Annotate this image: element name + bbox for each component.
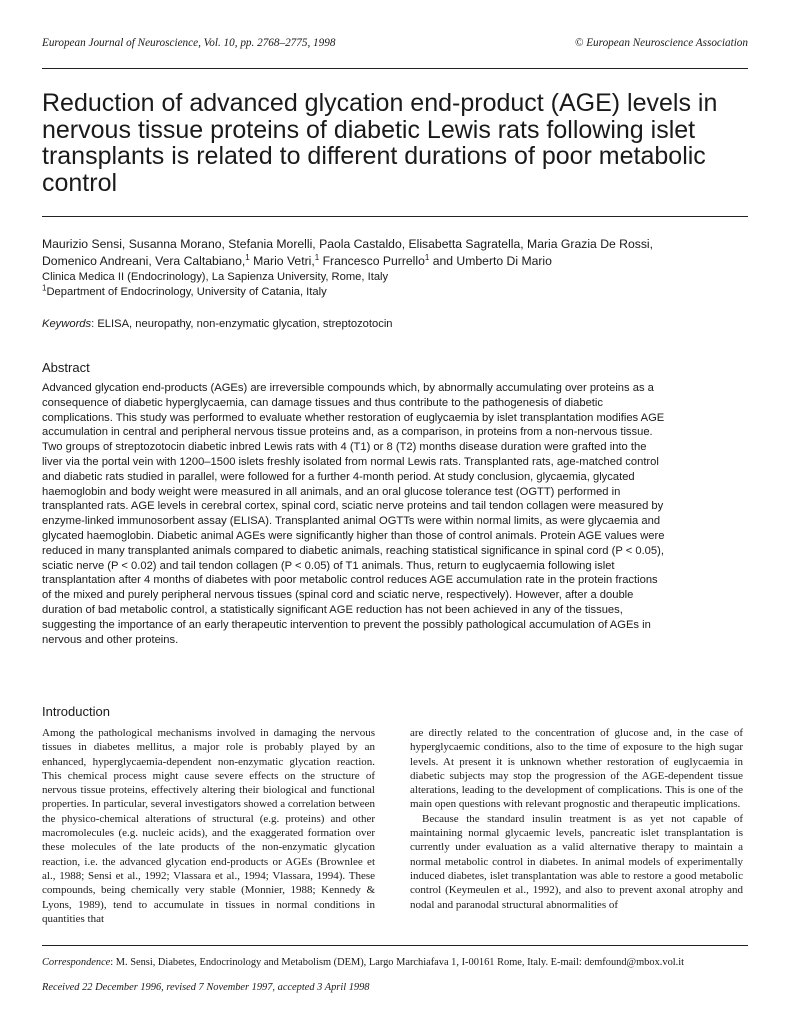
received-dates: Received 22 December 1996, revised 7 November 1997, accepted 3 April 1998 — [42, 982, 370, 993]
footnote-rule — [42, 945, 748, 946]
author-group-d: and Umberto Di Mario — [429, 253, 552, 268]
intro-paragraph: are directly related to the concentration of glucose and, in the case of hyperglycaemic conditions, also to the time of exposure to the high sugar levels. At present it is unknown whether restoration of euglycaemia in diabetic subjects may stop the progression of the AGE-dependent tissue alterations, leading to the development of complications. This is one of the main open questions with relevant prognostic and therapeutic implications. — [410, 727, 743, 811]
author-list — [42, 236, 752, 269]
running-head — [42, 37, 748, 49]
affiliation-primary: Clinica Medica II (Endocrinology), La Sapienza University, Rome, Italy — [42, 271, 389, 283]
affiliation-secondary-text: Department of Endocrinology, University of Catania, Italy — [46, 286, 327, 298]
article-title: Reduction of advanced glycation end-product (AGE) levels in nervous tissue proteins of diabetic Lewis rats following islet transplants is related to different durations of poor metabolic control — [42, 89, 718, 197]
affiliation-mark: 1 — [314, 252, 320, 262]
correspondence-label: Correspondence — [42, 957, 111, 968]
author-group-b: Mario Vetri, — [249, 253, 315, 268]
title-rule — [42, 216, 748, 217]
affiliation-mark: 1 — [245, 252, 250, 262]
affiliation-mark: 1 — [42, 283, 47, 293]
author-group-a: Domenico Andreani, Vera Caltabiano, — [42, 253, 246, 268]
author-line-1: Maurizio Sensi, Susanna Morano, Stefania Morelli, Paola Castaldo, Elisabetta Sagratella, Maria Grazia De Rossi, — [42, 237, 654, 251]
abstract-heading: Abstract — [42, 360, 90, 375]
intro-column-left — [42, 726, 375, 926]
introduction-heading: Introduction — [42, 704, 110, 719]
affiliation-mark: 1 — [424, 252, 430, 262]
intro-column-right — [410, 726, 743, 912]
copyright-notice: © European Neuroscience Association — [574, 37, 748, 49]
abstract-text: Advanced glycation end-products (AGEs) are irreversible compounds which, by abnormally accumulating over proteins as a consequence of diabetic hyperglycaemia, can damage tissues and thus contribute to the pathogenesis of diabetic complications. This study was performed to evaluate whether restoration of euglycaemia by islet transplantation modifies AGE accumulation in central and peripheral nervous tissue proteins and, as a comparison, in proteins from a non-nervous tissue. Two groups of streptozotocin diabetic inbred Lewis rats with 4 (T1) or 8 (T2) months disease duration were grafted into the liver via the portal vein with 1200–1500 islets freshly isolated from normal Lewis rats. Transplanted rats, age-matched control and diabetic rats studied in parallel, were followed for a further 4-month period. At study conclusion, glycaemia, glycated haemoglobin and body weight were measured in all animals, and an oral glucose tolerance test (OGTT) performed in transplanted rats. AGE levels in cerebral cortex, spinal cord, sciatic nerve proteins and tail tendon collagen were measured by enzyme-linked immunosorbent assay (ELISA). Transplanted animal OGTTs were within normal limits, as were glycaemia and glycated haemoglobin. Diabetic animal AGEs were significantly higher than those of control animals. Protein AGE values were reduced in many transplanted animals compared to diabetic animals, reaching statistical significance in spinal cord (P < 0.05), sciatic nerve (P < 0.02) and tail tendon collagen (P < 0.05) of T1 animals. Thus, return to euglycaemia following islet transplantation after 4 months of diabetes with poor metabolic control reduces AGE accumulation rate in the protein fractions of the mixed and purely peripheral nervous tissues (spinal cord and sciatic nerve, respectively). However, after a double duration of bad metabolic control, a statistically significant AGE reduction has not been achieved in any of the tissues, suggesting the importance of an early therapeutic intervention to prevent the possibly pathological accumulation of AGEs in nervous and other proteins. — [42, 382, 665, 646]
author-group-c: Francesco Purrello — [319, 253, 425, 268]
journal-citation: European Journal of Neuroscience, Vol. 10, pp. 2768–2775, 1998 — [42, 37, 336, 49]
keywords-label: Keywords — [42, 318, 92, 330]
affiliation-secondary — [42, 285, 752, 300]
intro-paragraph: Among the pathological mechanisms involved in damaging the nervous tissues in diabetes mellitus, a major role is probably played by an enhanced, hyperglycaemia-dependent non-enzymatic glycation reaction. This chemical process might cause severe effects on the structure of nervous tissue proteins, effectively altering their biological and functional properties. In particular, several investigators showed a correlation between the physico-chemical alterations of structural (e.g. proteins) and other macromolecules (e.g. nucleic acids), and the exaggerated formation over these molecules of the late products of the non-enzymatic glycation reaction, i.e. the advanced glycation end-products or AGEs (Brownlee et al., 1988; Sensi et al., 1992; Vlassara et al., 1994; Vlassara, 1994). These compounds, being chemically very stable (Monnier, 1988; Kennedy & Lyons, 1989), tend to accumulate in tissues in normal conditions in quantities that — [42, 727, 375, 925]
keywords — [42, 318, 393, 330]
correspondence-text: : M. Sensi, Diabetes, Endocrinology and Metabolism (DEM), Largo Marchiafava 1, I-00161 Rome, Italy. E-mail: demfound@mbox.vol.it — [110, 957, 685, 968]
correspondence-footnote — [42, 957, 762, 968]
header-rule — [42, 68, 748, 69]
author-line-2 — [42, 253, 752, 270]
keywords-text: : ELISA, neuropathy, non-enzymatic glycation, streptozotocin — [91, 318, 393, 330]
intro-paragraph: Because the standard insulin treatment is as yet not capable of maintaining normal glycaemic levels, pancreatic islet transplantation is currently under evaluation as a valid alternative therapy to maintain a normal metabolic control in diabetes. In animal models of experimentally induced diabetes, islet transplantation was able to restore a good metabolic control (Keymeulen et al., 1992), and also to prevent axonal atrophy and nodal and paranodal structural abnormalities of — [410, 812, 743, 911]
